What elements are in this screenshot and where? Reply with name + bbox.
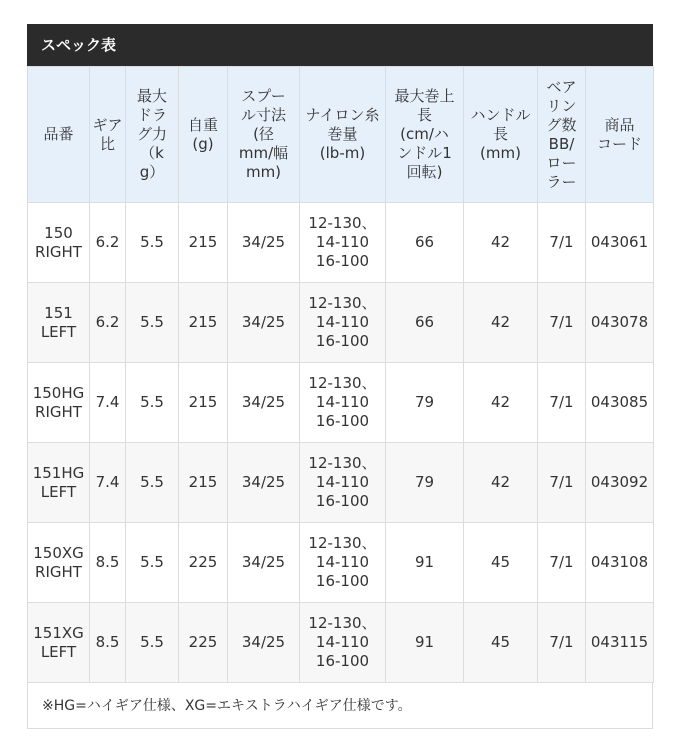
spec-table-title: スペック表 [27, 24, 653, 66]
table-row [28, 203, 654, 283]
cell-weight: 225 [179, 603, 228, 683]
cell-max-drag: 5.5 [126, 283, 179, 363]
cell-weight: 215 [179, 283, 228, 363]
cell-model: 151HG LEFT [28, 443, 90, 523]
cell-line-capacity: 12-130、 14-110 16-100 [300, 603, 386, 683]
table-row [28, 283, 654, 363]
cell-retrieve: 66 [386, 283, 464, 363]
header-max-drag: 最大 ドラ グ力 （k g） [126, 67, 179, 203]
cell-product-code: 043092 [586, 443, 654, 523]
cell-retrieve: 79 [386, 443, 464, 523]
cell-bearings: 7/1 [538, 283, 586, 363]
cell-spool-size: 34/25 [228, 203, 300, 283]
cell-bearings: 7/1 [538, 603, 586, 683]
cell-weight: 215 [179, 203, 228, 283]
spec-table [27, 66, 654, 683]
header-gear-ratio: ギア 比 [90, 67, 126, 203]
cell-weight: 215 [179, 443, 228, 523]
cell-gear-ratio: 7.4 [90, 443, 126, 523]
cell-handle-length: 45 [464, 603, 538, 683]
cell-bearings: 7/1 [538, 363, 586, 443]
cell-spool-size: 34/25 [228, 363, 300, 443]
cell-model: 150HG RIGHT [28, 363, 90, 443]
cell-product-code: 043085 [586, 363, 654, 443]
table-row [28, 523, 654, 603]
cell-max-drag: 5.5 [126, 443, 179, 523]
cell-gear-ratio: 8.5 [90, 603, 126, 683]
cell-max-drag: 5.5 [126, 523, 179, 603]
header-bearings: ベア リン グ数 BB/ ロー ラー [538, 67, 586, 203]
cell-retrieve: 79 [386, 363, 464, 443]
header-model: 品番 [28, 67, 90, 203]
header-line-capacity: ナイロン糸 巻量 (lb-m) [300, 67, 386, 203]
cell-gear-ratio: 6.2 [90, 203, 126, 283]
cell-bearings: 7/1 [538, 523, 586, 603]
cell-max-drag: 5.5 [126, 603, 179, 683]
cell-bearings: 7/1 [538, 443, 586, 523]
cell-weight: 225 [179, 523, 228, 603]
header-handle-length: ハンドル 長 (mm) [464, 67, 538, 203]
cell-spool-size: 34/25 [228, 603, 300, 683]
cell-bearings: 7/1 [538, 203, 586, 283]
cell-product-code: 043108 [586, 523, 654, 603]
cell-gear-ratio: 7.4 [90, 363, 126, 443]
cell-gear-ratio: 8.5 [90, 523, 126, 603]
header-retrieve: 最大巻上 長 (cm/ハ ンドル1 回転) [386, 67, 464, 203]
header-weight: 自重 (g) [179, 67, 228, 203]
cell-model: 150XG RIGHT [28, 523, 90, 603]
cell-model: 151XG LEFT [28, 603, 90, 683]
cell-line-capacity: 12-130、 14-110 16-100 [300, 523, 386, 603]
header-spool-size: スプー ル寸法 (径 mm/幅 mm) [228, 67, 300, 203]
cell-retrieve: 66 [386, 203, 464, 283]
cell-handle-length: 42 [464, 203, 538, 283]
cell-product-code: 043061 [586, 203, 654, 283]
cell-handle-length: 42 [464, 283, 538, 363]
cell-gear-ratio: 6.2 [90, 283, 126, 363]
cell-max-drag: 5.5 [126, 203, 179, 283]
cell-handle-length: 45 [464, 523, 538, 603]
cell-line-capacity: 12-130、 14-110 16-100 [300, 283, 386, 363]
cell-line-capacity: 12-130、 14-110 16-100 [300, 203, 386, 283]
cell-spool-size: 34/25 [228, 283, 300, 363]
cell-line-capacity: 12-130、 14-110 16-100 [300, 363, 386, 443]
header-product-code: 商品 コード [586, 67, 654, 203]
cell-retrieve: 91 [386, 603, 464, 683]
cell-product-code: 043115 [586, 603, 654, 683]
cell-weight: 215 [179, 363, 228, 443]
cell-spool-size: 34/25 [228, 523, 300, 603]
cell-handle-length: 42 [464, 363, 538, 443]
cell-product-code: 043078 [586, 283, 654, 363]
cell-max-drag: 5.5 [126, 363, 179, 443]
cell-spool-size: 34/25 [228, 443, 300, 523]
table-row [28, 603, 654, 683]
footnote: ※HG=ハイギア仕様、XG=エキストラハイギア仕様です。 [27, 683, 653, 729]
table-row [28, 363, 654, 443]
cell-retrieve: 91 [386, 523, 464, 603]
table-row [28, 443, 654, 523]
spec-table-container [27, 24, 653, 729]
cell-model: 151 LEFT [28, 283, 90, 363]
cell-handle-length: 42 [464, 443, 538, 523]
cell-line-capacity: 12-130、 14-110 16-100 [300, 443, 386, 523]
header-row [28, 67, 654, 203]
cell-model: 150 RIGHT [28, 203, 90, 283]
